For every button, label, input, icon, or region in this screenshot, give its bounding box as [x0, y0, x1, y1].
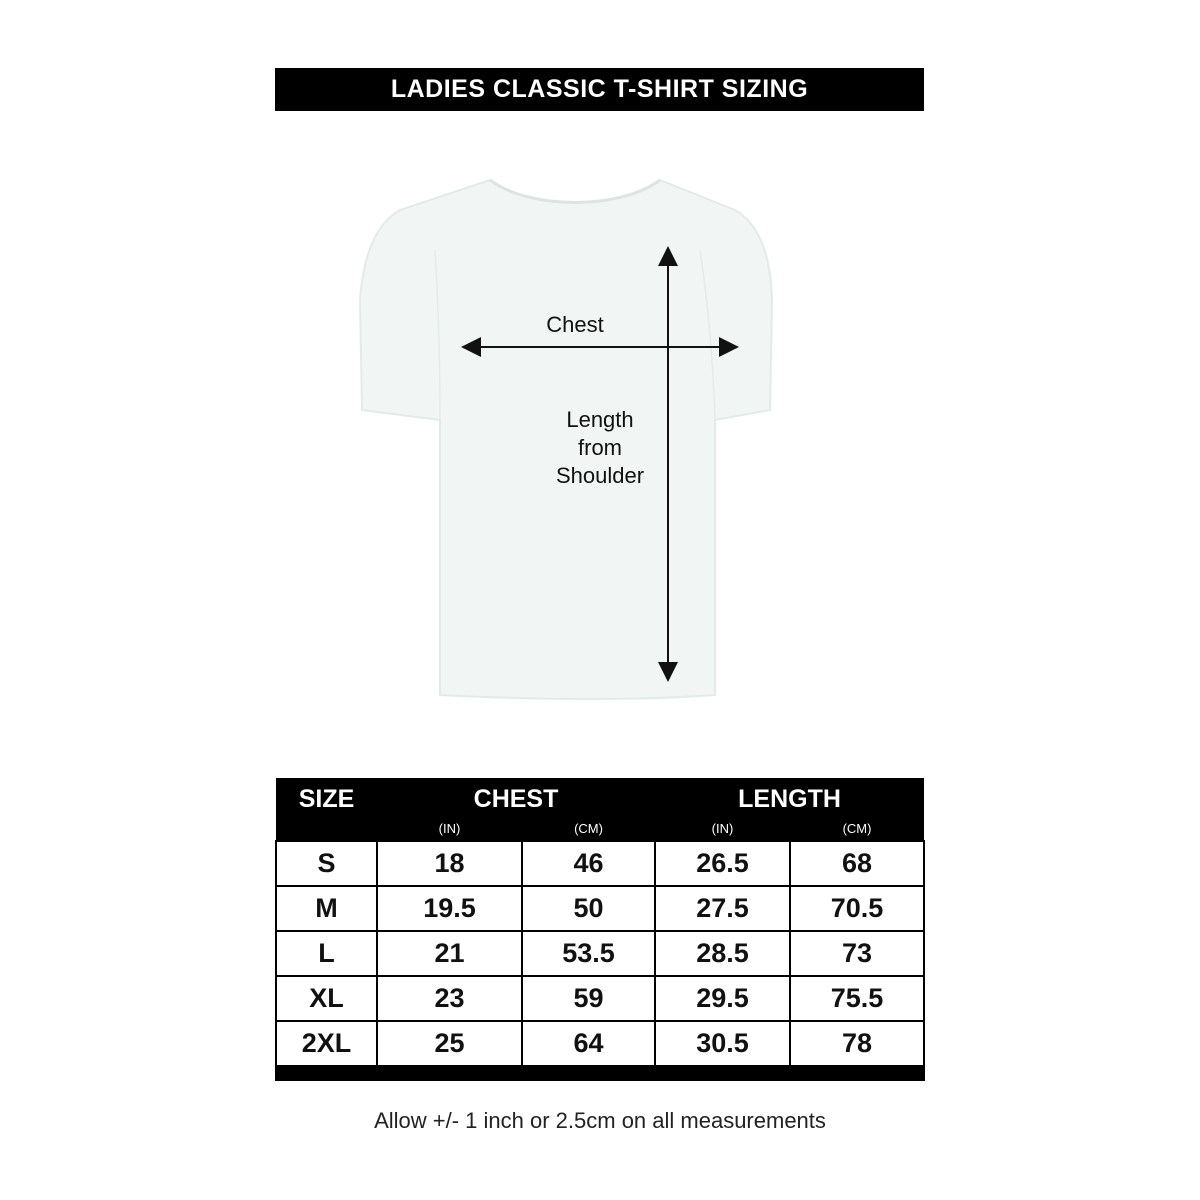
size-table: [275, 778, 925, 1081]
table-row: [276, 976, 924, 1021]
length-label-line: from: [578, 435, 622, 460]
size-header: SIZE: [276, 778, 377, 814]
unit-header: (CM): [522, 814, 655, 841]
page-title: LADIES CLASSIC T-SHIRT SIZING: [275, 68, 924, 111]
unit-header: (IN): [655, 814, 790, 841]
length-in-cell: 28.5: [655, 931, 790, 976]
table-footer-bar: [276, 1066, 924, 1080]
chest-header: CHEST: [377, 778, 655, 814]
measurement-note: Allow +/- 1 inch or 2.5cm on all measurements: [374, 1108, 826, 1133]
length-in-cell: 30.5: [655, 1021, 790, 1066]
chest-in-cell: 19.5: [377, 886, 522, 931]
chest-in-cell: 18: [377, 841, 522, 886]
unit-header: (CM): [790, 814, 924, 841]
length-cm-cell: 78: [790, 1021, 924, 1066]
chest-cm-cell: 50: [522, 886, 655, 931]
size-cell: S: [276, 841, 377, 886]
chest-in-cell: 23: [377, 976, 522, 1021]
chest-in-cell: 21: [377, 931, 522, 976]
length-in-cell: 29.5: [655, 976, 790, 1021]
length-cm-cell: 70.5: [790, 886, 924, 931]
table-row: [276, 841, 924, 886]
size-cell: 2XL: [276, 1021, 377, 1066]
length-in-cell: 27.5: [655, 886, 790, 931]
length-label: [535, 406, 665, 490]
length-label-line: Length: [566, 407, 634, 432]
chest-in-cell: 25: [377, 1021, 522, 1066]
chest-cm-cell: 53.5: [522, 931, 655, 976]
unit-header: (IN): [377, 814, 522, 841]
table-row: [276, 886, 924, 931]
chest-cm-cell: 46: [522, 841, 655, 886]
size-cell: XL: [276, 976, 377, 1021]
length-cm-cell: 68: [790, 841, 924, 886]
length-cm-cell: 75.5: [790, 976, 924, 1021]
chest-label: Chest: [546, 312, 604, 337]
unit-header-blank: [276, 814, 377, 841]
size-cell: L: [276, 931, 377, 976]
table-footer-cell: [276, 1066, 924, 1080]
table-row: [276, 931, 924, 976]
length-header: LENGTH: [655, 778, 924, 814]
length-in-cell: 26.5: [655, 841, 790, 886]
size-cell: M: [276, 886, 377, 931]
chest-cm-cell: 64: [522, 1021, 655, 1066]
chest-cm-cell: 59: [522, 976, 655, 1021]
length-label-line: Shoulder: [555, 463, 645, 488]
table-row: [276, 1021, 924, 1066]
length-cm-cell: 73: [790, 931, 924, 976]
